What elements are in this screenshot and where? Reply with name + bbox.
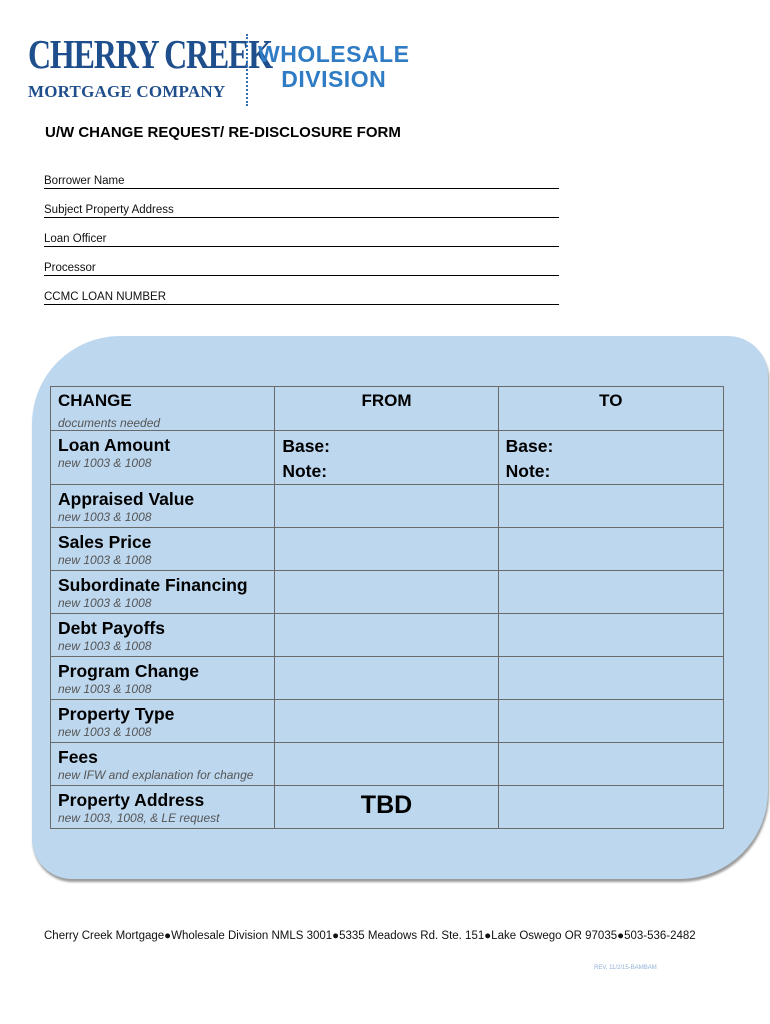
table-row [51, 700, 724, 743]
header-to: TO [498, 387, 723, 431]
to-cell[interactable] [498, 571, 723, 614]
header-from: FROM [275, 387, 498, 431]
from-cell[interactable] [275, 614, 498, 657]
change-cell [51, 743, 275, 786]
division-line-1: WHOLESALE [258, 41, 410, 67]
revision-note: REV. 11/2/15-BAMBAM [594, 965, 657, 971]
table-row [51, 431, 724, 485]
borrower-fields [44, 160, 559, 305]
company-logo [28, 31, 448, 106]
to-cell[interactable] [498, 657, 723, 700]
change-cell [51, 528, 275, 571]
change-cell [51, 700, 275, 743]
from-cell[interactable] [275, 528, 498, 571]
logo-divider [246, 34, 248, 106]
change-title: Property Address [58, 790, 205, 810]
table-row [51, 571, 724, 614]
change-title: Subordinate Financing [58, 575, 248, 595]
form-title: U/W CHANGE REQUEST/ RE-DISCLOSURE FORM [45, 124, 401, 141]
field-label: Loan Officer [44, 233, 107, 245]
from-cell[interactable] [275, 485, 498, 528]
change-docs: new IFW and explanation for change [58, 768, 254, 782]
change-docs: new 1003 & 1008 [58, 682, 152, 696]
footer-address: Cherry Creek Mortgage●Wholesale Division NMLS 3001●5335 Meadows Rd. Ste. 151●Lake Oswego OR 97035●503-536-2482 [44, 930, 696, 942]
header-change [51, 387, 275, 431]
field-label: Borrower Name [44, 175, 125, 187]
change-cell [51, 786, 275, 829]
header-change-label: CHANGE [58, 391, 132, 410]
change-title: Loan Amount [58, 435, 171, 455]
change-title: Sales Price [58, 532, 152, 552]
change-docs: new 1003 & 1008 [58, 553, 152, 567]
field-label: Processor [44, 262, 96, 274]
from-cell[interactable] [275, 657, 498, 700]
from-cell-tbd[interactable]: TBD [275, 786, 498, 829]
to-cell[interactable] [498, 743, 723, 786]
from-cell[interactable] [275, 571, 498, 614]
field-label: Subject Property Address [44, 204, 174, 216]
change-cell [51, 571, 275, 614]
logo-main-text: CHERRY CREEK [28, 31, 272, 77]
logo-wordmark [28, 31, 272, 101]
table-row [51, 657, 724, 700]
table-row [51, 485, 724, 528]
note-label: Note: [282, 461, 328, 481]
to-cell[interactable] [498, 528, 723, 571]
processor-field[interactable] [44, 247, 559, 276]
base-label: Base: [282, 436, 330, 456]
logo-sub-text: MORTGAGE COMPANY [28, 82, 226, 101]
field-underline [44, 304, 559, 305]
from-cell[interactable] [275, 700, 498, 743]
table-row [51, 528, 724, 571]
table-row [51, 614, 724, 657]
change-title: Appraised Value [58, 489, 195, 509]
change-cell [51, 431, 275, 485]
change-docs: new 1003 & 1008 [58, 456, 152, 470]
subject-property-address-field[interactable] [44, 189, 559, 218]
change-table [50, 386, 724, 829]
change-title: Program Change [58, 661, 199, 681]
header-change-sub: documents needed [58, 416, 161, 430]
to-cell[interactable] [498, 700, 723, 743]
table-header-row [51, 387, 724, 431]
change-docs: new 1003 & 1008 [58, 596, 152, 610]
to-cell[interactable] [498, 431, 723, 485]
change-cell [51, 614, 275, 657]
base-label: Base: [505, 436, 554, 456]
to-cell[interactable] [498, 485, 723, 528]
to-cell[interactable] [498, 786, 723, 829]
change-title: Fees [58, 747, 98, 767]
change-docs: new 1003 & 1008 [58, 510, 152, 524]
change-docs: new 1003 & 1008 [58, 725, 152, 739]
from-cell[interactable] [275, 431, 498, 485]
change-title: Debt Payoffs [58, 618, 165, 638]
change-docs: new 1003 & 1008 [58, 639, 152, 653]
change-title: Property Type [58, 704, 175, 724]
field-label: CCMC LOAN NUMBER [44, 291, 167, 303]
change-cell [51, 485, 275, 528]
from-cell[interactable] [275, 743, 498, 786]
to-cell[interactable] [498, 614, 723, 657]
note-label: Note: [505, 461, 551, 481]
table-row [51, 743, 724, 786]
table-row [51, 786, 724, 829]
borrower-name-field[interactable] [44, 160, 559, 189]
loan-number-field[interactable] [44, 276, 559, 305]
loan-officer-field[interactable] [44, 218, 559, 247]
division-label [258, 42, 409, 92]
change-cell [51, 657, 275, 700]
change-docs: new 1003, 1008, & LE request [58, 811, 220, 825]
division-line-2: DIVISION [281, 66, 387, 92]
